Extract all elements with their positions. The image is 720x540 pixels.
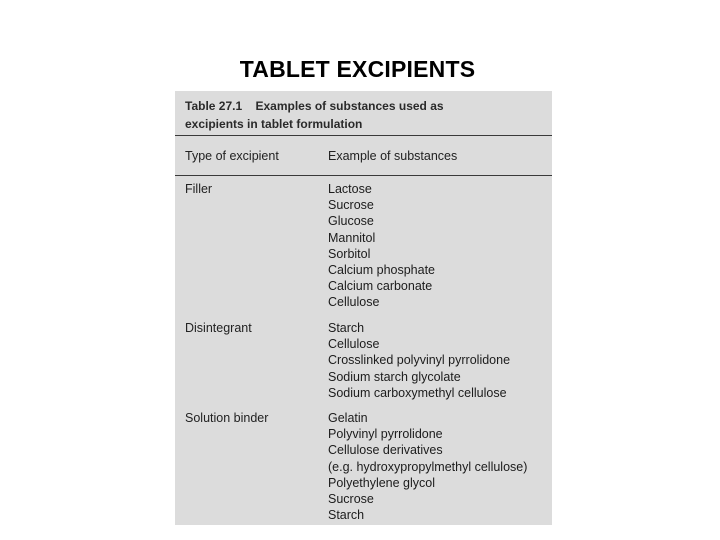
example-item: Sodium carboxymethyl cellulose <box>328 385 507 400</box>
slide-title: TABLET EXCIPIENTS <box>239 56 476 82</box>
table-caption <box>185 97 545 133</box>
header-bottom-rule <box>175 175 552 176</box>
example-item: (e.g. hydroxypropylmethyl cellulose) <box>328 459 528 474</box>
example-item: Polyvinyl pyrrolidone <box>328 427 443 442</box>
table-caption-line-1: Table 27.1 Examples of substances used as <box>185 99 444 113</box>
example-item: Starch <box>328 321 365 335</box>
example-list <box>328 181 435 311</box>
example-item: Calcium carbonate <box>328 279 433 294</box>
example-item: Sorbitol <box>328 246 371 261</box>
example-list <box>328 320 510 401</box>
example-item: Cellulose <box>328 295 380 310</box>
example-item: Lactose <box>328 182 372 196</box>
example-item: Calcium phosphate <box>328 263 436 278</box>
table-top-rule <box>175 135 552 136</box>
column-header-examples: Example of substances <box>328 149 458 163</box>
example-item: Polyethylene glycol <box>328 475 436 490</box>
example-item: Cellulose derivatives <box>328 443 443 458</box>
column-header-type: Type of excipient <box>185 149 279 163</box>
example-item: Starch <box>328 508 365 523</box>
excipient-type-label: Disintegrant <box>185 321 252 335</box>
example-item: Sucrose <box>328 198 374 213</box>
example-item: Mannitol <box>328 230 376 245</box>
scanned-table <box>175 91 552 525</box>
table-caption-line-2: excipients in tablet formulation <box>185 117 363 131</box>
example-item: Sucrose <box>328 492 374 507</box>
example-list <box>328 410 527 523</box>
example-item: Sodium starch glycolate <box>328 369 461 384</box>
example-item: Crosslinked polyvinyl pyrrolidone <box>328 353 511 368</box>
excipient-type-label: Solution binder <box>185 411 269 425</box>
excipient-type-label: Filler <box>185 182 213 196</box>
example-item: Glucose <box>328 214 374 229</box>
example-item: Gelatin <box>328 411 368 425</box>
example-item: Cellulose <box>328 337 380 352</box>
